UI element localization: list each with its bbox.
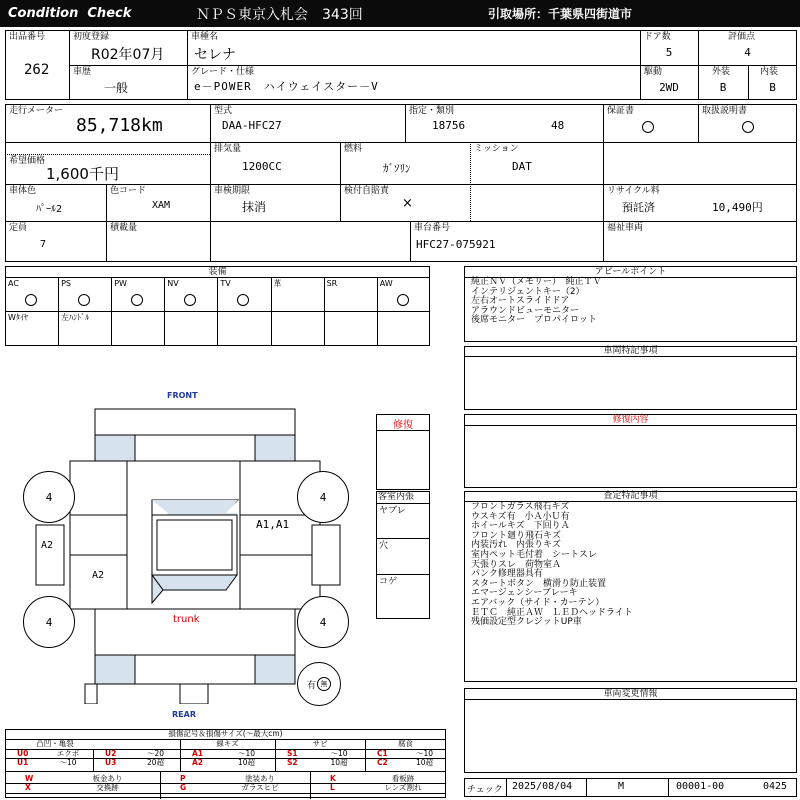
legend-desc: 20超 [146, 758, 165, 768]
note-line: ウスキズ有 小Ａ小Ｕ有 [471, 511, 570, 522]
legend-code: A1 [192, 748, 204, 758]
spare-label: 有 [306, 680, 316, 691]
note-line: アラウンドビューモニター [471, 305, 580, 316]
equipment-title: 装備 [208, 267, 227, 277]
chassis-value: HFC27-075921 [416, 238, 496, 251]
equip-check-2 [131, 291, 143, 310]
legend-desc: 10超 [237, 758, 256, 768]
equip-key-5: 革 [273, 279, 282, 288]
legend-col-3: 腐食 [398, 739, 413, 748]
exterior-value: B [719, 81, 727, 94]
designation-b: 48 [551, 119, 565, 132]
manual-value [740, 118, 756, 137]
equip-row2-0: Wﾀｲﾔ [8, 313, 28, 322]
wheel-rear-left: 4 [23, 596, 75, 648]
note-line: フロントガラス飛石キズ [471, 502, 570, 512]
grade-label: グレード・仕様 [191, 67, 255, 77]
note-line: 後席モニター プロパイロット [471, 315, 597, 326]
equip-key-2: PW [114, 279, 127, 288]
mission-value: DAT [512, 160, 532, 173]
cabin-title: 客室内張 [378, 492, 415, 502]
check-initial: M [618, 781, 625, 792]
rear-label: REAR [172, 710, 196, 719]
equip-check-7 [397, 291, 409, 310]
capacity-value: 7 [40, 239, 47, 250]
legend-desc: ～20 [146, 748, 165, 758]
footer-code: 00001-00 [676, 781, 725, 792]
chassis-label: 車台番号 [414, 223, 451, 233]
recycle-fee: 10,490円 [712, 201, 763, 214]
interior-label: 内装 [760, 67, 779, 77]
equip-key-4: TV [220, 279, 231, 288]
model-value: DAA-HFC27 [222, 119, 282, 132]
legend-col-1: 線キズ [216, 739, 239, 748]
legend-desc: 塗装あり [245, 773, 275, 783]
legend-code: U2 [105, 748, 117, 758]
spare-tire [297, 662, 341, 706]
doors-label: ドア数 [644, 32, 671, 42]
displacement-value: 1200CC [242, 160, 282, 173]
equip-key-7: AW [379, 279, 393, 288]
designation-label: 指定・類別 [409, 106, 455, 116]
legend-desc: 交換跡 [96, 783, 119, 793]
front-label: FRONT [167, 391, 198, 400]
name-label: 車種名 [191, 32, 219, 42]
lot-number: 262 [24, 62, 50, 78]
grade-value: e－POWER ハイウェイスター－V [194, 80, 379, 93]
car-diagram [20, 404, 370, 704]
equip-check-3 [184, 291, 196, 310]
repair-content-title: 修復内容 [612, 415, 649, 425]
displacement-label: 排気量 [214, 144, 242, 154]
warranty-label: 保証書 [607, 106, 635, 116]
mark-left-rear: A2 [92, 570, 105, 581]
pickup-location: 引取場所：千葉県四街道市 [488, 7, 633, 21]
note-line: 天張りスレ 荷物室Ａ [471, 559, 562, 570]
equip-row2-1: 左ﾊﾝﾄﾞﾙ [61, 313, 90, 322]
cabin-item-burn: コゲ [379, 577, 398, 587]
appeal-title: アピールポイント [594, 267, 667, 277]
liability-value: × [402, 196, 413, 211]
mark-left-side: A2 [41, 540, 54, 551]
capacity-label: 定員 [9, 223, 28, 233]
model-label: 型式 [214, 106, 233, 116]
condition-check-title: Condition Check [8, 6, 132, 21]
legend-code: L [330, 783, 335, 793]
cabin-item-hole: 穴 [379, 541, 389, 551]
color-code-label: 色コード [110, 186, 147, 196]
history-value: 一般 [104, 81, 129, 95]
note-line: 左右オートスライドドア [471, 296, 570, 307]
mileage-value: 85,718km [76, 115, 163, 136]
note-line: ＥＴＣ 純正ＡＷ ＬＥＤヘッドライト [471, 607, 633, 618]
mileage-label: 走行メーター [9, 106, 64, 116]
note-line: インテリジェントキー（2） [471, 286, 585, 297]
recycle-label: リサイクル料 [607, 186, 660, 196]
equip-check-1 [78, 291, 90, 310]
score-label: 評価点 [728, 32, 756, 42]
legend-desc: 10超 [330, 758, 348, 768]
note-line: 内装汚れ 内張りキズ [471, 540, 561, 551]
load-label: 積載量 [110, 223, 138, 233]
inspection-value: 抹消 [242, 200, 267, 214]
wheel-rear-right: 4 [297, 596, 349, 648]
legend-title: 損傷記号＆損傷サイズ(～最大cm) [168, 729, 283, 738]
first-reg-value: R02年07月 [91, 47, 165, 63]
legend-desc: ～10 [415, 748, 434, 758]
change-info-box [464, 688, 797, 773]
equip-key-6: SR [326, 279, 338, 288]
vehicle-name: セレナ [194, 47, 236, 63]
note-line: エマージェンシーブレーキ [471, 588, 578, 599]
legend-desc: 看板跡 [391, 773, 415, 783]
inspection-notes-title: 査定特記事項 [603, 491, 658, 501]
liability-label: 検付自賠責 [344, 186, 390, 196]
drive-label: 駆動 [644, 67, 663, 77]
legend-desc: レンズ割れ [384, 783, 422, 793]
legend-desc: ～10 [59, 758, 77, 768]
legend-code: C1 [377, 748, 388, 758]
wheel-front-left: 4 [23, 471, 75, 523]
check-date: 2025/08/04 [512, 781, 573, 792]
inspection-label: 車検期限 [214, 186, 251, 196]
equip-key-3: NV [167, 279, 179, 288]
fuel-label: 燃料 [344, 144, 363, 154]
recycle-status: 預託済 [622, 201, 655, 214]
note-line: パンク修理器具有 [471, 569, 543, 580]
note-line: 室内ペット毛付着 シートスレ [471, 549, 597, 560]
exterior-label: 外装 [712, 67, 731, 77]
legend-code: U1 [17, 758, 29, 768]
mission-label: ミッション [474, 144, 519, 154]
color-code-value: XAM [152, 200, 171, 211]
drive-value: 2WD [659, 81, 679, 94]
interior-value: B [769, 81, 776, 94]
legend-col-2: サビ [312, 739, 328, 748]
appeal-lines [471, 278, 602, 326]
repair-title: 修復 [393, 420, 413, 431]
price-label: 希望価格 [9, 156, 46, 166]
note-line: フロント廻り飛石キズ [471, 530, 561, 541]
designation-a: 18756 [432, 119, 466, 132]
legend-code: S1 [287, 748, 298, 758]
cabin-item-tear: ヤブレ [379, 506, 406, 516]
spare-value: 無 [317, 677, 331, 691]
legend-code: S2 [287, 758, 298, 768]
history-label: 車歴 [73, 67, 92, 77]
wheel-front-right: 4 [297, 471, 349, 523]
color-value: ﾊﾟｰﾙ2 [36, 204, 63, 215]
check-label: チェック [467, 785, 503, 795]
special-notes-title: 車両特記事項 [603, 346, 658, 356]
mark-right-front: A1,A1 [256, 518, 290, 531]
trunk-label: trunk [173, 614, 200, 625]
legend-code: U0 [17, 748, 29, 758]
legend-desc: 板金あり [92, 773, 123, 783]
equip-key-1: PS [61, 279, 71, 288]
legend-desc: エクボ [56, 748, 80, 758]
legend-desc: ～10 [330, 748, 348, 758]
legend-desc: 10超 [415, 758, 434, 768]
legend-code: P [180, 773, 186, 783]
footer-number: 0425 [763, 781, 788, 792]
legend-code: C2 [377, 758, 388, 768]
note-line: エアバック（サイド・カーテン） [471, 597, 605, 608]
note-line: 純正ＮＶ（メモリー） 純正ＴＶ [471, 277, 602, 287]
note-line: ホイールキズ 下回りＡ [471, 521, 570, 532]
legend-code: G [180, 783, 187, 793]
doors-value: 5 [665, 46, 673, 59]
score-value: 4 [744, 46, 751, 59]
legend-code: W [25, 773, 34, 783]
legend-code: K [330, 773, 336, 783]
legend-code: X [25, 783, 31, 793]
note-line: 残価設定型クレジットUP車 [471, 617, 582, 628]
price-value: 1,600千円 [46, 165, 119, 183]
fuel-value: ｶﾞｿﾘﾝ [383, 162, 411, 175]
equip-check-0 [25, 291, 37, 310]
lot-label: 出品番号 [9, 32, 46, 42]
color-label: 車体色 [9, 186, 37, 196]
equip-check-4 [237, 291, 249, 310]
legend-desc: ～10 [237, 748, 256, 758]
first-reg-label: 初度登録 [73, 32, 110, 42]
legend-code: U3 [105, 758, 117, 768]
equip-key-0: AC [8, 279, 19, 288]
auction-title: ＮＰＳ東京入札会 343回 [196, 7, 363, 23]
warranty-value [640, 118, 656, 137]
note-line: スタートボタン 横滑り防止装置 [471, 578, 607, 589]
legend-code: A2 [192, 758, 204, 768]
legend-desc: ガラスヒビ [241, 783, 279, 793]
change-info-title: 車両変更情報 [603, 689, 658, 699]
inspection-notes-lines [471, 503, 633, 628]
legend-col-0: 凸凹・亀裂 [36, 739, 74, 748]
manual-label: 取扱説明書 [702, 106, 748, 116]
welfare-label: 福祉車両 [607, 223, 644, 233]
